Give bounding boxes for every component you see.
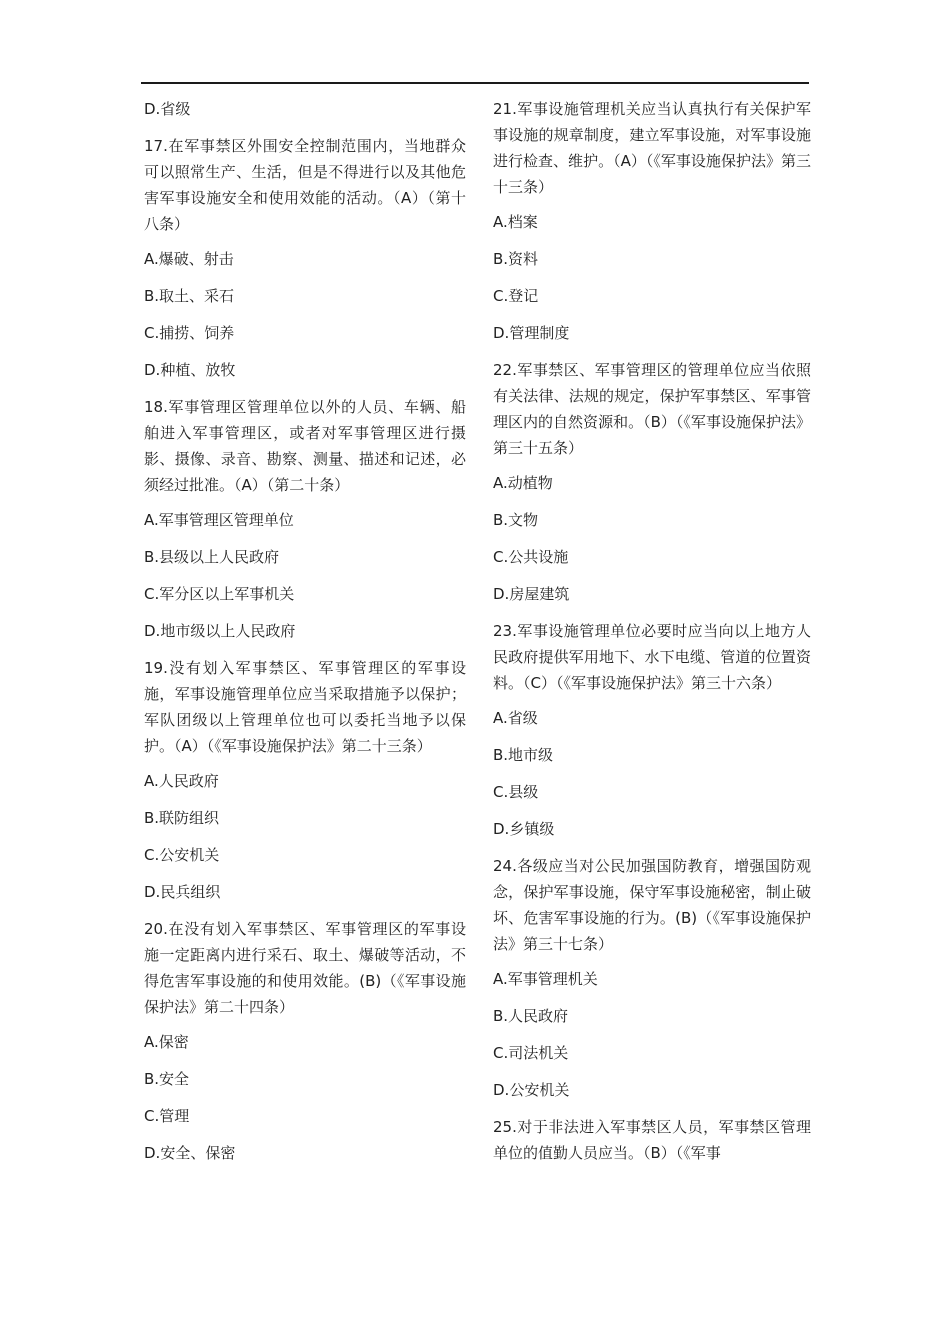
answer-option: A.人民政府 (144, 772, 219, 790)
answer-option: C.捕捞、饲养 (144, 324, 235, 342)
answer-option: D.房屋建筑 (493, 585, 570, 603)
answer-option: B.县级以上人民政府 (144, 548, 280, 566)
answer-option: A.档案 (493, 213, 538, 231)
answer-option: D.省级 (144, 100, 191, 118)
header-rule (141, 82, 809, 84)
question-text: 18.军事管理区管理单位以外的人员、车辆、船舶进入军事管理区，或者对军事管理区进行摄影、摄像、录音、勘察、测量、描述和记述，必须经过批准。（A）（第二十条） (144, 398, 466, 494)
answer-option: C.登记 (493, 287, 539, 305)
answer-option: A.军事管理区管理单位 (144, 511, 294, 529)
answer-option: B.安全 (144, 1070, 190, 1088)
answer-option: C.司法机关 (493, 1044, 569, 1062)
answer-option: C.公安机关 (144, 846, 220, 864)
question-text: 24.各级应当对公民加强国防教育，增强国防观念，保护军事设施，保守军事设施秘密，制止破坏、危害军事设施的行为。(B)（《军事设施保护法》第三十七条） (493, 857, 811, 953)
question-text: 23.军事设施管理单位必要时应当向以上地方人民政府提供军用地下、水下电缆、管道的位置资料。（C）（《军事设施保护法》第三十六条） (493, 622, 811, 692)
answer-option: D.管理制度 (493, 324, 570, 342)
answer-option: D.地市级以上人民政府 (144, 622, 296, 640)
answer-option: D.公安机关 (493, 1081, 570, 1099)
answer-option: B.联防组织 (144, 809, 220, 827)
question-text: 21.军事设施管理机关应当认真执行有关保护军事设施的规章制度，建立军事设施，对军事设施进行检查、维护。（A）（《军事设施保护法》第三十三条） (493, 100, 811, 196)
question-text: 25.对于非法进入军事禁区人员，军事禁区管理单位的值勤人员应当。（B）（《军事 (493, 1118, 811, 1162)
answer-option: A.爆破、射击 (144, 250, 234, 268)
left-column (144, 96, 466, 1177)
answer-option: C.公共设施 (493, 548, 569, 566)
answer-option: A.动植物 (493, 474, 553, 492)
answer-option: D.种植、放牧 (144, 361, 236, 379)
question-text: 22.军事禁区、军事管理区的管理单位应当依照有关法律、法规的规定，保护军事禁区、军事管理区内的自然资源和。（B）（《军事设施保护法》第三十五条） (493, 361, 811, 457)
answer-option: A.保密 (144, 1033, 189, 1051)
answer-option: B.人民政府 (493, 1007, 569, 1025)
answer-option: C.军分区以上军事机关 (144, 585, 295, 603)
answer-option: A.省级 (493, 709, 538, 727)
question-text: 19.没有划入军事禁区、军事管理区的军事设施，军事设施管理单位应当采取措施予以保护；军队团级以上管理单位也可以委托当地予以保护。（A）（《军事设施保护法》第二十三条） (144, 659, 466, 755)
answer-option: D.安全、保密 (144, 1144, 236, 1162)
right-column (493, 96, 811, 1175)
answer-option: D.乡镇级 (493, 820, 555, 838)
answer-option: D.民兵组织 (144, 883, 221, 901)
answer-option: C.县级 (493, 783, 539, 801)
question-text: 17.在军事禁区外围安全控制范围内，当地群众可以照常生产、生活，但是不得进行以及其他危害军事设施安全和使用效能的活动。（A）（第十八条） (144, 137, 466, 233)
answer-option: B.取土、采石 (144, 287, 235, 305)
answer-option: C.管理 (144, 1107, 190, 1125)
answer-option: B.地市级 (493, 746, 554, 764)
answer-option: B.文物 (493, 511, 539, 529)
answer-option: A.军事管理机关 (493, 970, 598, 988)
answer-option: B.资料 (493, 250, 539, 268)
question-text: 20.在没有划入军事禁区、军事管理区的军事设施一定距离内进行采石、取土、爆破等活动，不得危害军事设施的和使用效能。(B)（《军事设施保护法》第二十四条） (144, 920, 466, 1016)
